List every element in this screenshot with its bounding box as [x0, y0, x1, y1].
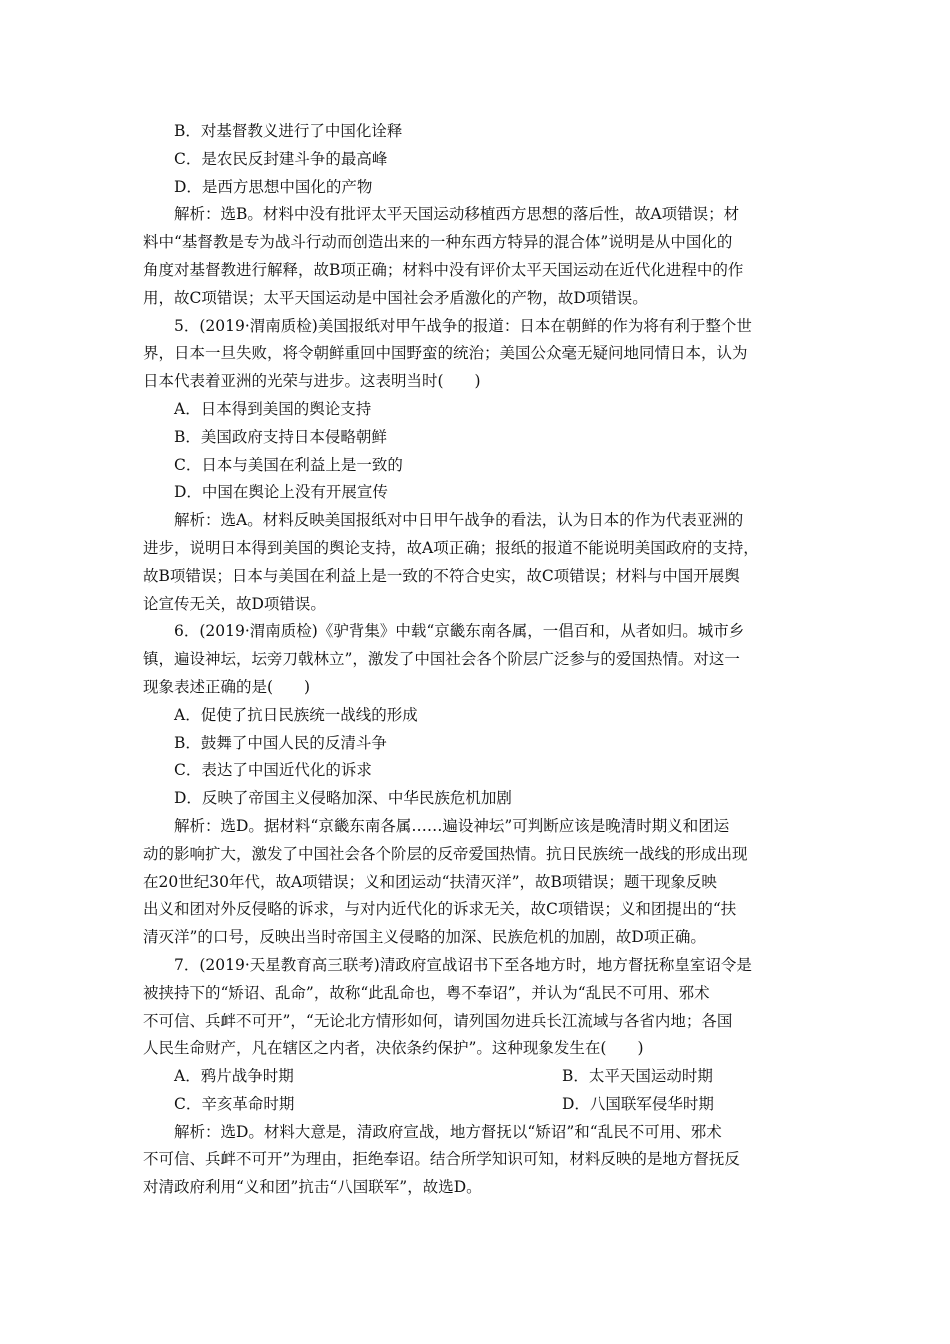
answer-option: B．美国政府支持日本侵略朝鲜 — [174, 427, 387, 446]
paragraph-first-line: 6．(2019·渭南质检)《驴背集》中载“京畿东南各属，一倡百和，从者如归。城市乡 — [174, 622, 745, 641]
answer-option: C．日本与美国在利益上是一致的 — [174, 455, 403, 474]
paragraph-first-line: 7．(2019·天星教育高三联考)清政府宣战诏书下至各地方时，地方督抚称皇室诏令是 — [174, 955, 752, 974]
answer-option: A．日本得到美国的舆论支持 — [174, 399, 372, 418]
answer-option: D．是西方思想中国化的产物 — [174, 177, 373, 196]
paragraph-line: 进步，说明日本得到美国的舆论支持，故A项正确；报纸的报道不能说明美国政府的支持， — [143, 538, 759, 557]
paragraph-line: 故B项错误；日本与美国在利益上是一致的不符合史实，故C项错误；材料与中国开展舆 — [143, 566, 740, 585]
answer-option: B．鼓舞了中国人民的反清斗争 — [174, 733, 387, 752]
paragraph-line: 用，故C项错误；太平天国运动是中国社会矛盾激化的产物，故D项错误。 — [143, 288, 648, 307]
paragraph-first-line: 5．(2019·渭南质检)美国报纸对甲午战争的报道：日本在朝鲜的作为将有利于整个世 — [174, 316, 752, 335]
paragraph-line: 不可信、兵衅不可开”为理由，拒绝奉诏。结合所学知识可知，材料反映的是地方督抚反 — [143, 1150, 740, 1169]
paragraph-line: 论宣传无关，故D项错误。 — [143, 594, 326, 613]
paragraph-line: 日本代表着亚洲的光荣与进步。这表明当时( ) — [143, 372, 481, 391]
paragraph-line: 界，日本一旦失败，将令朝鲜重回中国野蛮的统治；美国公众毫无疑问地同情日本，认为 — [143, 344, 748, 363]
paragraph-first-line: 解析：选D。材料大意是，清政府宣战，地方督抚以“矫诏”和“乱民不可用、邪术 — [174, 1122, 722, 1141]
answer-option-row — [143, 1091, 808, 1119]
answer-option: D．中国在舆论上没有开展宣传 — [174, 483, 388, 502]
paragraph-line: 料中“基督教是专为战斗行动而创造出来的一种东西方特异的混合体”说明是从中国化的 — [143, 233, 733, 252]
paragraph-line: 动的影响扩大，激发了中国社会各个阶层的反帝爱国热情。抗日民族统一战线的形成出现 — [143, 844, 748, 863]
answer-option: B．太平天国运动时期 — [562, 1067, 713, 1086]
paragraph-line: 对清政府利用“义和团”抗击“八国联军”，故选D。 — [143, 1178, 482, 1197]
answer-option: C．是农民反封建斗争的最高峰 — [174, 149, 388, 168]
answer-option: D．八国联军侵华时期 — [562, 1094, 714, 1113]
paragraph-line: 出义和团对外反侵略的诉求，与对内近代化的诉求无关，故C项错误；义和团提出的“扶 — [143, 900, 737, 919]
answer-option: A．鸦片战争时期 — [174, 1067, 294, 1086]
paragraph-line: 不可信、兵衅不可开”，“无论北方情形如何，请列国勿进兵长江流域与各省内地；各国 — [143, 1011, 733, 1030]
answer-option: B．对基督教义进行了中国化诠释 — [174, 122, 403, 140]
answer-option: C．表达了中国近代化的诉求 — [174, 761, 372, 780]
paragraph-line: 清灭洋”的口号，反映出当时帝国主义侵略的加深、民族危机的加剧，故D项正确。 — [143, 928, 706, 947]
paragraph-line: 被挟持下的“矫诏、乱命”，故称“此乱命也，粤不奉诏”，并认为“乱民不可用、邪术 — [143, 983, 710, 1002]
answer-option-row — [143, 1063, 808, 1091]
paragraph-first-line: 解析：选B。材料中没有批评太平天国运动移植西方思想的落后性，故A项错误；材 — [174, 205, 740, 224]
paragraph-line: 镇，遍设神坛，坛旁刀戟林立”，激发了中国社会各个阶层广泛参与的爱国热情。对这一 — [143, 650, 740, 669]
answer-option: C．辛亥革命时期 — [174, 1094, 295, 1113]
paragraph-first-line: 解析：选D。据材料“京畿东南各属……遍设神坛”可判断应该是晚清时期义和团运 — [174, 816, 730, 835]
answer-option: D．反映了帝国主义侵略加深、中华民族危机加剧 — [174, 789, 512, 808]
answer-option: A．促使了抗日民族统一战线的形成 — [174, 705, 418, 724]
paragraph-line: 人民生命财产，凡在辖区之内者，决依条约保护”。这种现象发生在( ) — [143, 1039, 644, 1058]
document-page — [143, 118, 808, 1202]
paragraph-line: 在20世纪30年代，故A项错误；义和团运动“扶清灭洋”，故B项错误；题干现象反映 — [143, 872, 717, 891]
paragraph-first-line: 解析：选A。材料反映美国报纸对中日甲午战争的看法，认为日本的作为代表亚洲的 — [174, 511, 744, 530]
paragraph-line: 角度对基督教进行解释，故B项正确；材料中没有评价太平天国运动在近代化进程中的作 — [143, 260, 744, 279]
paragraph-line: 现象表述正确的是( ) — [143, 677, 311, 696]
